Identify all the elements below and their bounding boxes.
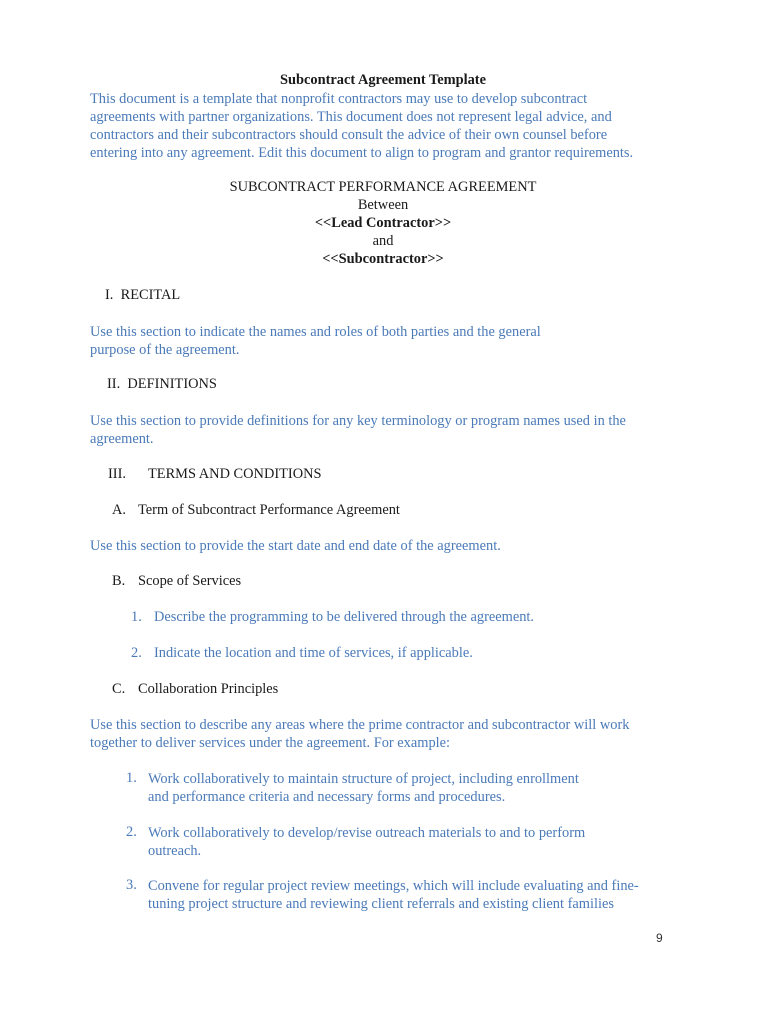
- list-item-line: Work collaboratively to maintain structure of project, including enrollment: [148, 771, 579, 787]
- recital-guidance: [90, 323, 690, 359]
- between-text: Between: [357, 197, 409, 213]
- list-item-line: and performance criteria and necessary forms and procedures.: [148, 789, 506, 805]
- intro-line: This document is a template that nonprofit contractors may use to develop subcontract: [90, 91, 588, 107]
- list-item: [148, 877, 639, 913]
- guidance-line: agreement.: [90, 431, 154, 447]
- intro-line: contractors and their subcontractors should consult the advice of their own counsel before: [90, 127, 608, 143]
- and-text: and: [372, 233, 394, 249]
- section-number: I.: [105, 287, 114, 303]
- list-item-line: tuning project structure and reviewing client referrals and existing client families: [148, 896, 614, 912]
- intro-paragraph: [90, 90, 690, 162]
- list-number: 2.: [131, 645, 142, 661]
- list-number: 2.: [126, 824, 137, 840]
- page-number: 9: [656, 931, 663, 945]
- list-item-line: Convene for regular project review meetings, which will include evaluating and fine-: [148, 878, 639, 894]
- list-number: 3.: [126, 877, 137, 893]
- section-number: II.: [107, 376, 121, 392]
- section-title-terms: TERMS AND CONDITIONS: [148, 466, 322, 482]
- subcontractor-placeholder: <<Subcontractor>>: [322, 251, 444, 267]
- section-heading-definitions: [107, 376, 217, 393]
- guidance-line: Use this section to indicate the names and roles of both parties and the general: [90, 324, 541, 340]
- list-item-line: outreach.: [148, 843, 202, 859]
- subsection-title-collaboration: Collaboration Principles: [138, 681, 279, 697]
- lead-contractor-placeholder: <<Lead Contractor>>: [314, 215, 452, 231]
- list-item: Indicate the location and time of services, if applicable.: [154, 645, 473, 661]
- intro-line: entering into any agreement. Edit this document to align to program and grantor requirements.: [90, 145, 634, 161]
- definitions-guidance: [90, 412, 690, 448]
- collaboration-guidance: [90, 716, 690, 752]
- list-item: Describe the programming to be delivered through the agreement.: [154, 609, 535, 625]
- list-number: 1.: [131, 609, 142, 625]
- list-item: [148, 824, 585, 860]
- subsection-title-scope: Scope of Services: [138, 573, 242, 589]
- subsection-title-term: Term of Subcontract Performance Agreement: [138, 502, 400, 518]
- subsection-letter-a: A.: [112, 502, 126, 518]
- guidance-line: together to deliver services under the agreement. For example:: [90, 735, 451, 751]
- list-number: 1.: [126, 770, 137, 786]
- guidance-line: Use this section to provide definitions for any key terminology or program names used in the: [90, 413, 626, 429]
- section-heading-recital: [105, 287, 180, 304]
- subsection-letter-b: B.: [112, 573, 126, 589]
- agreement-heading: SUBCONTRACT PERFORMANCE AGREEMENT: [229, 179, 537, 195]
- section-number-terms: III.: [108, 466, 126, 482]
- intro-line: agreements with partner organizations. This document does not represent legal advice, and: [90, 109, 612, 125]
- list-item: [148, 770, 579, 806]
- subsection-letter-c: C.: [112, 681, 126, 697]
- list-item-line: Work collaboratively to develop/revise outreach materials to and to perform: [148, 825, 586, 841]
- document-title: Subcontract Agreement Template: [280, 72, 486, 88]
- section-title: RECITAL: [120, 287, 181, 303]
- guidance-line: purpose of the agreement.: [90, 342, 240, 358]
- guidance-line: Use this section to describe any areas where the prime contractor and subcontractor will work: [90, 717, 630, 733]
- section-title: DEFINITIONS: [127, 376, 217, 392]
- term-guidance: Use this section to provide the start date and end date of the agreement.: [90, 538, 501, 554]
